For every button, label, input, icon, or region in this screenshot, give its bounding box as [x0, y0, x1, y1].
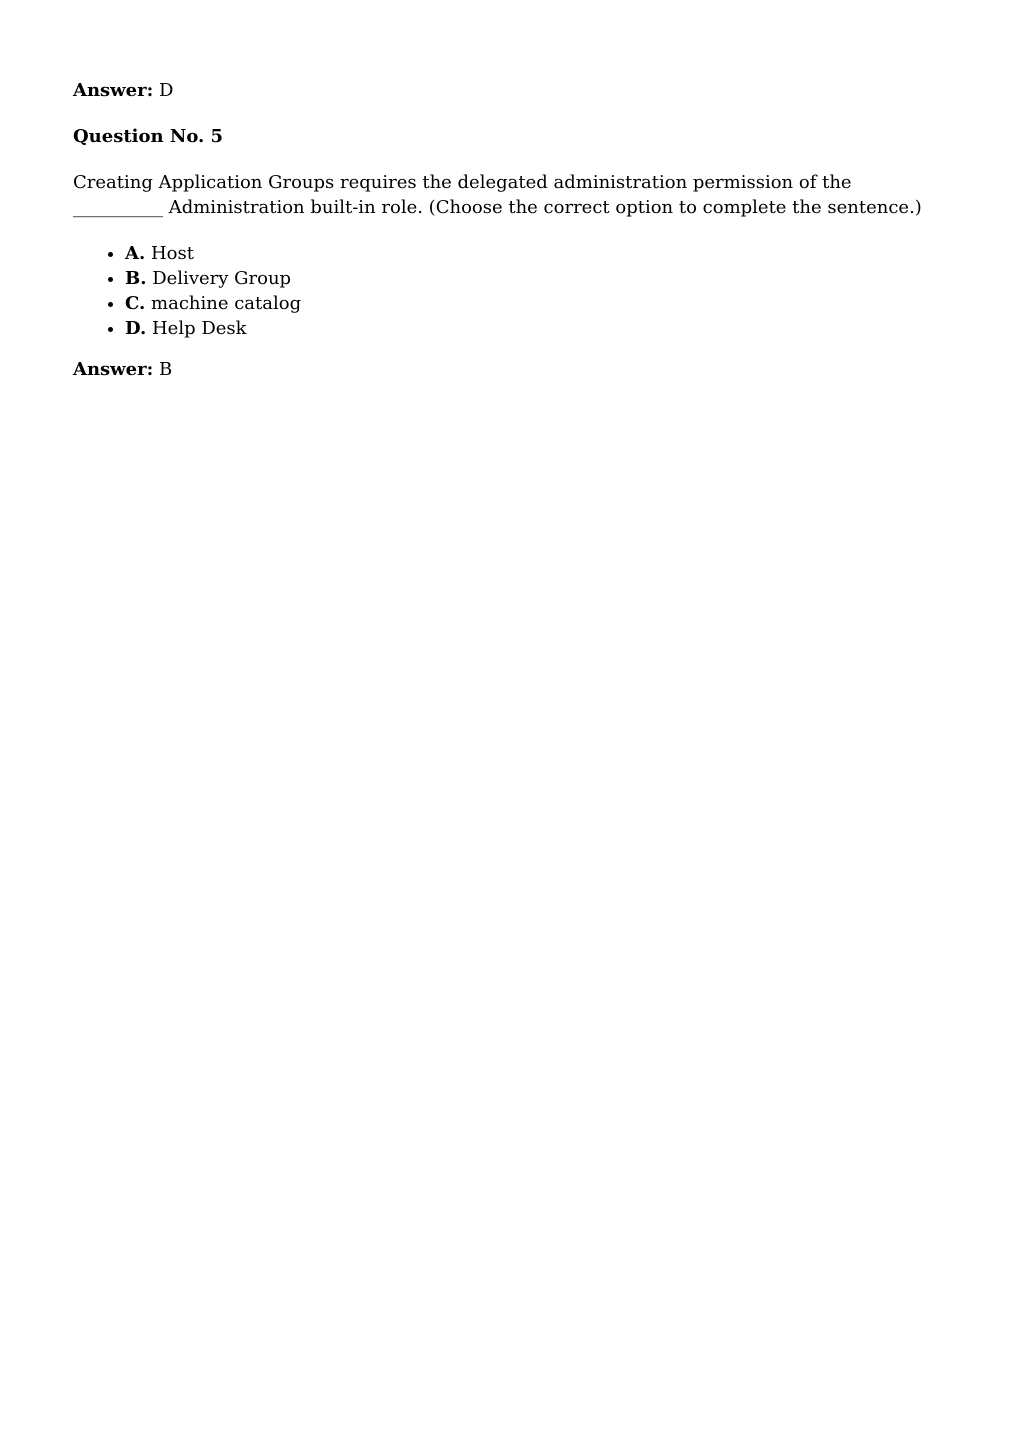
option-letter: C.	[125, 293, 146, 314]
previous-answer	[73, 78, 933, 103]
question-text: Creating Application Groups requires the delegated administration permission of the __________ Administration built-in role. (Choose the correct option to complete the sentence.)	[73, 172, 922, 218]
answer-value: B	[159, 359, 173, 380]
option-letter: D.	[125, 318, 147, 339]
previous-answer-label: Answer:	[73, 80, 154, 101]
answer-label: Answer:	[73, 359, 154, 380]
option-c	[125, 291, 933, 316]
option-letter: B.	[125, 268, 147, 289]
option-a	[125, 241, 933, 266]
option-text: Delivery Group	[152, 268, 292, 289]
question-title: Question No. 5	[73, 126, 224, 147]
previous-answer-value: D	[159, 80, 174, 101]
option-d	[125, 316, 933, 341]
answer	[73, 357, 933, 382]
option-text: machine catalog	[151, 293, 302, 314]
option-text: Host	[150, 243, 194, 264]
options-list	[73, 241, 933, 341]
option-b	[125, 266, 933, 291]
option-letter: A.	[125, 243, 146, 264]
option-text: Help Desk	[151, 318, 247, 339]
document-page	[73, 78, 933, 382]
